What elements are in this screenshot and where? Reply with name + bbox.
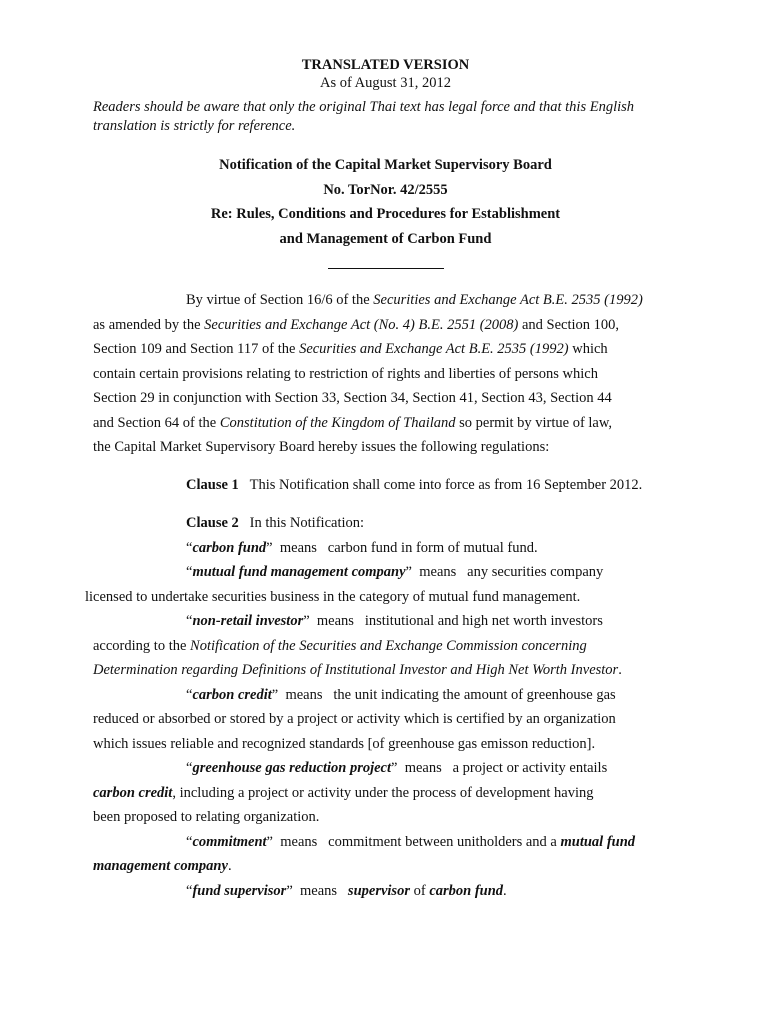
preamble-line: contain certain provisions relating to restriction of rights and liberties of persons which <box>93 365 598 382</box>
preamble-line: and Section 64 of the Constitution of the Kingdom of Thailand so permit by virtue of law, <box>93 414 613 431</box>
preamble-line: By virtue of Section 16/6 of the Securities and Exchange Act B.E. 2535 (1992) <box>186 292 643 308</box>
definition-line: management company. <box>93 858 232 874</box>
definition-line: Determination regarding Definitions of Institutional Investor and High Net Worth Investor. <box>93 662 622 678</box>
definition-mutual-fund-management-company: “mutual fund management company” means any securities company <box>186 564 604 580</box>
clause-2 <box>85 511 678 903</box>
definition-line: been proposed to relating organization. <box>93 809 320 825</box>
heading-line-3: Re: Rules, Conditions and Procedures for Establishment <box>210 206 561 222</box>
heading-line-1: Notification of the Capital Market Supervisory Board <box>219 157 552 173</box>
definition-line: which issues reliable and recognized standards [of greenhouse gas emisson reduction]. <box>93 735 596 752</box>
preamble-line: Section 29 in conjunction with Section 33, Section 34, Section 41, Section 43, Section 44 <box>93 390 612 406</box>
clause-1-label: Clause 1 <box>186 476 239 493</box>
heading-divider <box>328 268 444 269</box>
preamble-line: as amended by the Securities and Exchange Act (No. 4) B.E. 2551 (2008) and Section 100, <box>93 316 620 333</box>
definition-line: reduced or absorbed or stored by a project or activity which is certified by an organization <box>93 711 616 727</box>
notification-heading <box>93 153 678 251</box>
clause-1 <box>93 473 678 498</box>
definition-carbon-fund: “carbon fund” means carbon fund in form of mutual fund. <box>186 539 538 556</box>
preamble <box>93 288 678 460</box>
definition-non-retail-investor: “non-retail investor” means institutional and high net worth investors <box>186 613 603 629</box>
definition-carbon-credit: “carbon credit” means the unit indicating the amount of greenhouse gas <box>186 686 616 703</box>
disclaimer <box>93 98 678 136</box>
clause-2-intro: Clause 2 In this Notification: <box>186 515 365 531</box>
definition-commitment: “commitment” means commitment between unitholders and a mutual fund <box>186 833 636 850</box>
clause-1-text: This Notification shall come into force as from 16 September 2012. <box>249 476 643 493</box>
definition-line: licensed to undertake securities business in the category of mutual fund management. <box>85 588 581 605</box>
definition-line: carbon credit, including a project or activity under the process of development having <box>93 784 594 801</box>
disclaimer-line-1: Readers should be aware that only the original Thai text has legal force and that this English <box>93 99 635 115</box>
definition-fund-supervisor: “fund supervisor” means supervisor of carbon fund. <box>186 882 507 899</box>
clause-2-label: Clause 2 <box>186 515 239 531</box>
translated-version-title: TRANSLATED VERSION <box>301 57 470 73</box>
heading-line-4: and Management of Carbon Fund <box>279 230 492 247</box>
preamble-line: Section 109 and Section 117 of the Securities and Exchange Act B.E. 2535 (1992) which <box>93 341 608 357</box>
disclaimer-line-2: translation is strictly for reference. <box>93 118 296 134</box>
as-of-date: As of August 31, 2012 <box>320 75 451 91</box>
definition-line: according to the Notification of the Securities and Exchange Commission concerning <box>93 637 587 654</box>
heading-line-2: No. TorNor. 42/2555 <box>323 181 448 198</box>
definition-greenhouse-gas-reduction-project: “greenhouse gas reduction project” means a project or activity entails <box>186 760 608 776</box>
preamble-line: the Capital Market Supervisory Board hereby issues the following regulations: <box>93 439 550 455</box>
